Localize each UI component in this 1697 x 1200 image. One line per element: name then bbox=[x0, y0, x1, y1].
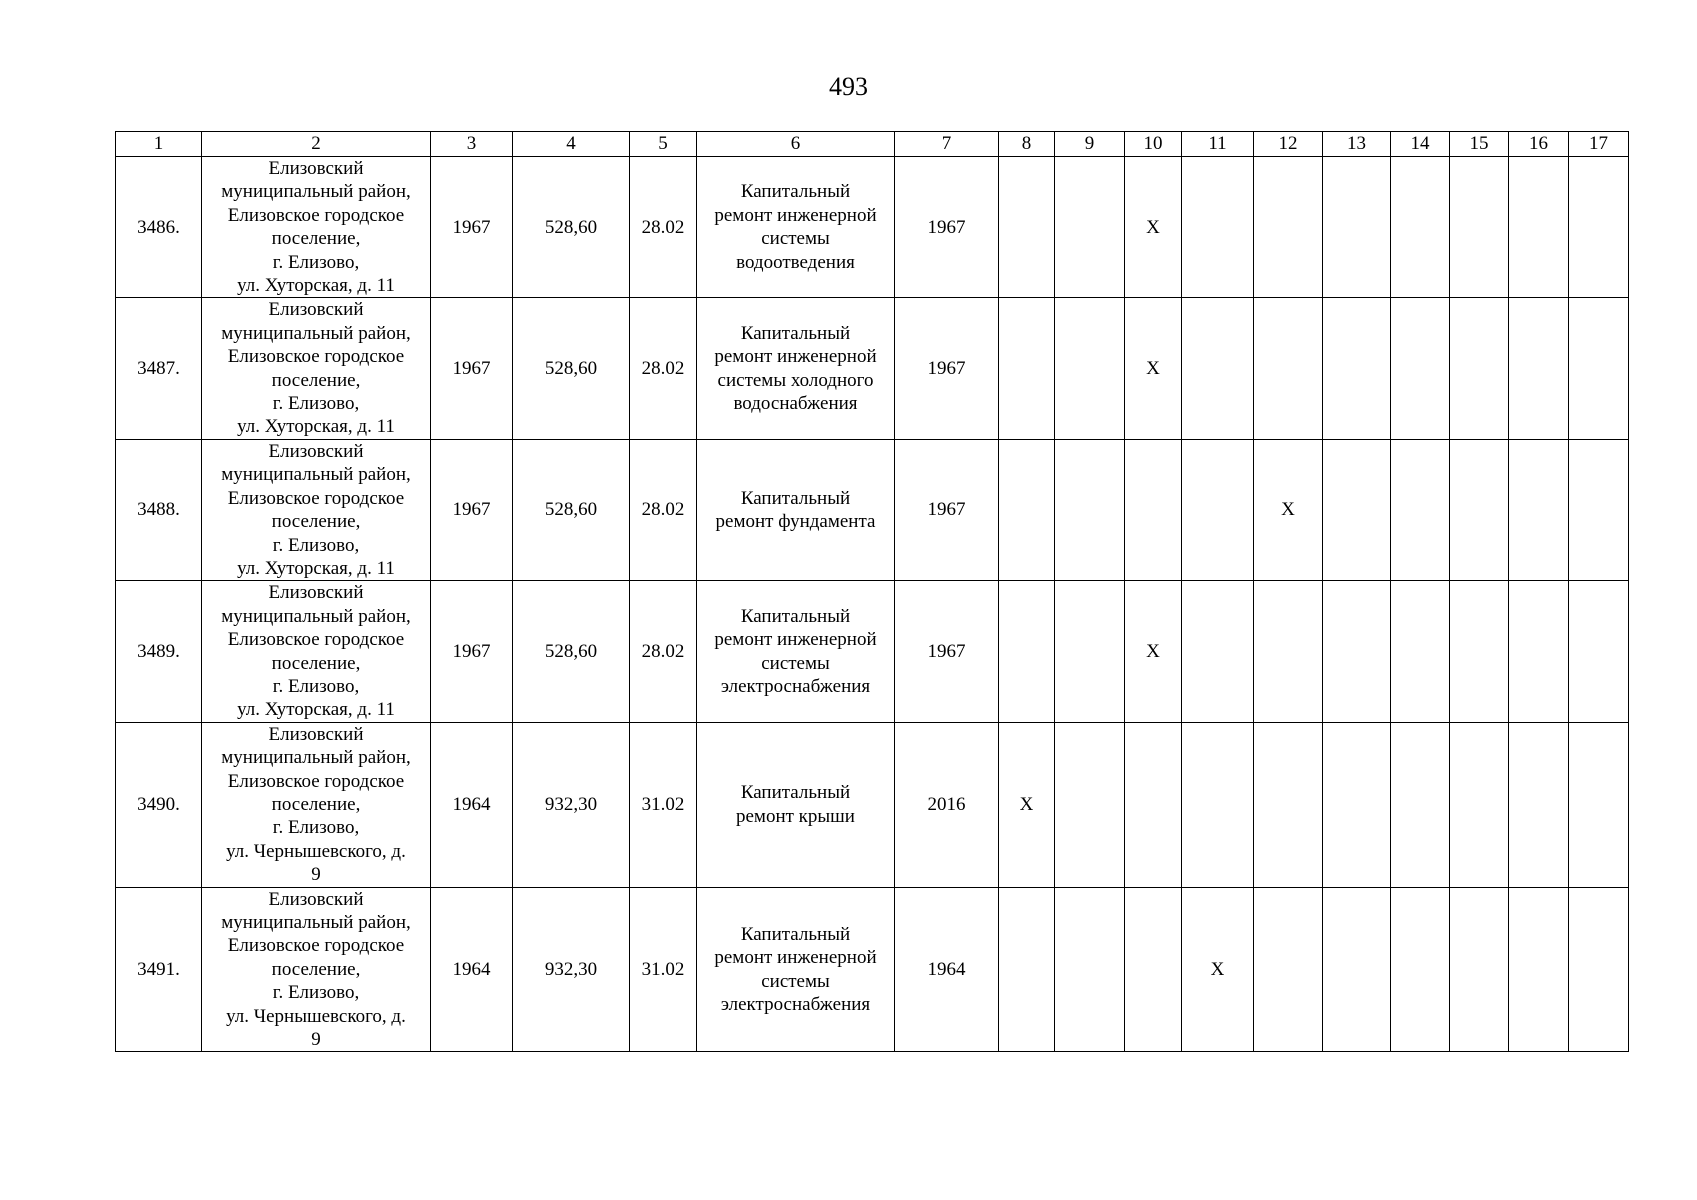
mark-cell-col-16 bbox=[1509, 157, 1569, 298]
row-number-cell: 3491. bbox=[116, 887, 202, 1052]
code-cell: 31.02 bbox=[630, 722, 697, 887]
area-cell: 932,30 bbox=[513, 722, 630, 887]
mark-cell-col-8 bbox=[999, 157, 1055, 298]
row-number-cell: 3489. bbox=[116, 581, 202, 722]
mark-cell-col-17 bbox=[1569, 581, 1629, 722]
mark-cell-col-15 bbox=[1450, 157, 1509, 298]
planned-year-cell: 1967 bbox=[895, 298, 999, 439]
mark-cell-col-9 bbox=[1055, 722, 1125, 887]
mark-cell-col-12 bbox=[1254, 298, 1323, 439]
mark-cell-col-17 bbox=[1569, 298, 1629, 439]
mark-cell-col-17 bbox=[1569, 887, 1629, 1052]
address-cell: Елизовский муниципальный район, Елизовское городское поселение, г. Елизово, ул. Хуторская, д. 11 bbox=[202, 157, 431, 298]
column-header-17: 17 bbox=[1569, 132, 1629, 157]
mark-cell-col-16 bbox=[1509, 439, 1569, 580]
mark-cell-col-10 bbox=[1125, 722, 1182, 887]
mark-cell-col-10 bbox=[1125, 887, 1182, 1052]
mark-cell-col-13 bbox=[1323, 722, 1391, 887]
planned-year-cell: 1967 bbox=[895, 581, 999, 722]
mark-cell-col-16 bbox=[1509, 298, 1569, 439]
mark-cell-col-13 bbox=[1323, 298, 1391, 439]
column-header-10: 10 bbox=[1125, 132, 1182, 157]
area-cell: 528,60 bbox=[513, 581, 630, 722]
address-cell: Елизовский муниципальный район, Елизовское городское поселение, г. Елизово, ул. Чернышевского, д. 9 bbox=[202, 722, 431, 887]
row-number-cell: 3490. bbox=[116, 722, 202, 887]
work-type-cell: Капитальный ремонт крыши bbox=[697, 722, 895, 887]
mark-cell-col-11 bbox=[1182, 157, 1254, 298]
mark-cell-col-12 bbox=[1254, 722, 1323, 887]
mark-cell-col-9 bbox=[1055, 581, 1125, 722]
mark-cell-col-8 bbox=[999, 887, 1055, 1052]
mark-cell-col-15 bbox=[1450, 722, 1509, 887]
column-header-12: 12 bbox=[1254, 132, 1323, 157]
planned-year-cell: 1967 bbox=[895, 439, 999, 580]
work-type-cell: Капитальный ремонт инженерной системы водоотведения bbox=[697, 157, 895, 298]
table-row bbox=[116, 439, 1629, 580]
column-header-9: 9 bbox=[1055, 132, 1125, 157]
mark-cell-col-14 bbox=[1391, 439, 1450, 580]
mark-cell-col-15 bbox=[1450, 581, 1509, 722]
mark-cell-col-10: X bbox=[1125, 298, 1182, 439]
mark-cell-col-15 bbox=[1450, 887, 1509, 1052]
planned-year-cell: 1967 bbox=[895, 157, 999, 298]
mark-cell-col-11 bbox=[1182, 722, 1254, 887]
address-cell: Елизовский муниципальный район, Елизовское городское поселение, г. Елизово, ул. Хуторская, д. 11 bbox=[202, 298, 431, 439]
code-cell: 28.02 bbox=[630, 157, 697, 298]
mark-cell-col-13 bbox=[1323, 439, 1391, 580]
mark-cell-col-9 bbox=[1055, 157, 1125, 298]
mark-cell-col-8 bbox=[999, 439, 1055, 580]
page-number: 493 bbox=[829, 72, 868, 101]
code-cell: 28.02 bbox=[630, 581, 697, 722]
work-type-cell: Капитальный ремонт инженерной системы холодного водоснабжения bbox=[697, 298, 895, 439]
work-type-cell: Капитальный ремонт фундамента bbox=[697, 439, 895, 580]
row-number-cell: 3487. bbox=[116, 298, 202, 439]
column-header-6: 6 bbox=[697, 132, 895, 157]
mark-cell-col-17 bbox=[1569, 722, 1629, 887]
mark-cell-col-16 bbox=[1509, 722, 1569, 887]
year-built-cell: 1964 bbox=[431, 722, 513, 887]
column-header-2: 2 bbox=[202, 132, 431, 157]
mark-cell-col-16 bbox=[1509, 887, 1569, 1052]
mark-cell-col-12 bbox=[1254, 157, 1323, 298]
mark-cell-col-13 bbox=[1323, 581, 1391, 722]
mark-cell-col-11 bbox=[1182, 298, 1254, 439]
code-cell: 28.02 bbox=[630, 298, 697, 439]
table-row bbox=[116, 581, 1629, 722]
year-built-cell: 1967 bbox=[431, 439, 513, 580]
mark-cell-col-9 bbox=[1055, 298, 1125, 439]
area-cell: 932,30 bbox=[513, 887, 630, 1052]
table-row bbox=[116, 157, 1629, 298]
mark-cell-col-13 bbox=[1323, 157, 1391, 298]
table-body bbox=[116, 157, 1629, 1052]
mark-cell-col-10: X bbox=[1125, 157, 1182, 298]
code-cell: 31.02 bbox=[630, 887, 697, 1052]
table-row bbox=[116, 722, 1629, 887]
mark-cell-col-12 bbox=[1254, 581, 1323, 722]
year-built-cell: 1967 bbox=[431, 581, 513, 722]
mark-cell-col-9 bbox=[1055, 439, 1125, 580]
planned-year-cell: 1964 bbox=[895, 887, 999, 1052]
mark-cell-col-8: X bbox=[999, 722, 1055, 887]
column-header-13: 13 bbox=[1323, 132, 1391, 157]
mark-cell-col-10: X bbox=[1125, 581, 1182, 722]
area-cell: 528,60 bbox=[513, 157, 630, 298]
address-cell: Елизовский муниципальный район, Елизовское городское поселение, г. Елизово, ул. Хуторская, д. 11 bbox=[202, 581, 431, 722]
mark-cell-col-11 bbox=[1182, 581, 1254, 722]
row-number-cell: 3486. bbox=[116, 157, 202, 298]
mark-cell-col-12: X bbox=[1254, 439, 1323, 580]
column-header-8: 8 bbox=[999, 132, 1055, 157]
data-table bbox=[115, 131, 1629, 1052]
year-built-cell: 1967 bbox=[431, 157, 513, 298]
address-cell: Елизовский муниципальный район, Елизовское городское поселение, г. Елизово, ул. Чернышевского, д. 9 bbox=[202, 887, 431, 1052]
code-cell: 28.02 bbox=[630, 439, 697, 580]
address-cell: Елизовский муниципальный район, Елизовское городское поселение, г. Елизово, ул. Хуторская, д. 11 bbox=[202, 439, 431, 580]
column-header-16: 16 bbox=[1509, 132, 1569, 157]
mark-cell-col-13 bbox=[1323, 887, 1391, 1052]
column-header-5: 5 bbox=[630, 132, 697, 157]
mark-cell-col-17 bbox=[1569, 439, 1629, 580]
mark-cell-col-14 bbox=[1391, 298, 1450, 439]
mark-cell-col-15 bbox=[1450, 298, 1509, 439]
mark-cell-col-11 bbox=[1182, 439, 1254, 580]
work-type-cell: Капитальный ремонт инженерной системы электроснабжения bbox=[697, 887, 895, 1052]
table-row bbox=[116, 887, 1629, 1052]
mark-cell-col-10 bbox=[1125, 439, 1182, 580]
mark-cell-col-14 bbox=[1391, 887, 1450, 1052]
area-cell: 528,60 bbox=[513, 298, 630, 439]
column-header-11: 11 bbox=[1182, 132, 1254, 157]
column-header-14: 14 bbox=[1391, 132, 1450, 157]
mark-cell-col-11: X bbox=[1182, 887, 1254, 1052]
mark-cell-col-14 bbox=[1391, 722, 1450, 887]
mark-cell-col-12 bbox=[1254, 887, 1323, 1052]
column-header-7: 7 bbox=[895, 132, 999, 157]
mark-cell-col-8 bbox=[999, 298, 1055, 439]
work-type-cell: Капитальный ремонт инженерной системы электроснабжения bbox=[697, 581, 895, 722]
row-number-cell: 3488. bbox=[116, 439, 202, 580]
column-header-4: 4 bbox=[513, 132, 630, 157]
header-row bbox=[116, 132, 1629, 157]
mark-cell-col-14 bbox=[1391, 157, 1450, 298]
mark-cell-col-15 bbox=[1450, 439, 1509, 580]
year-built-cell: 1967 bbox=[431, 298, 513, 439]
mark-cell-col-17 bbox=[1569, 157, 1629, 298]
area-cell: 528,60 bbox=[513, 439, 630, 580]
column-header-3: 3 bbox=[431, 132, 513, 157]
mark-cell-col-16 bbox=[1509, 581, 1569, 722]
mark-cell-col-14 bbox=[1391, 581, 1450, 722]
year-built-cell: 1964 bbox=[431, 887, 513, 1052]
table-row bbox=[116, 298, 1629, 439]
column-header-15: 15 bbox=[1450, 132, 1509, 157]
mark-cell-col-8 bbox=[999, 581, 1055, 722]
mark-cell-col-9 bbox=[1055, 887, 1125, 1052]
planned-year-cell: 2016 bbox=[895, 722, 999, 887]
column-header-1: 1 bbox=[116, 132, 202, 157]
